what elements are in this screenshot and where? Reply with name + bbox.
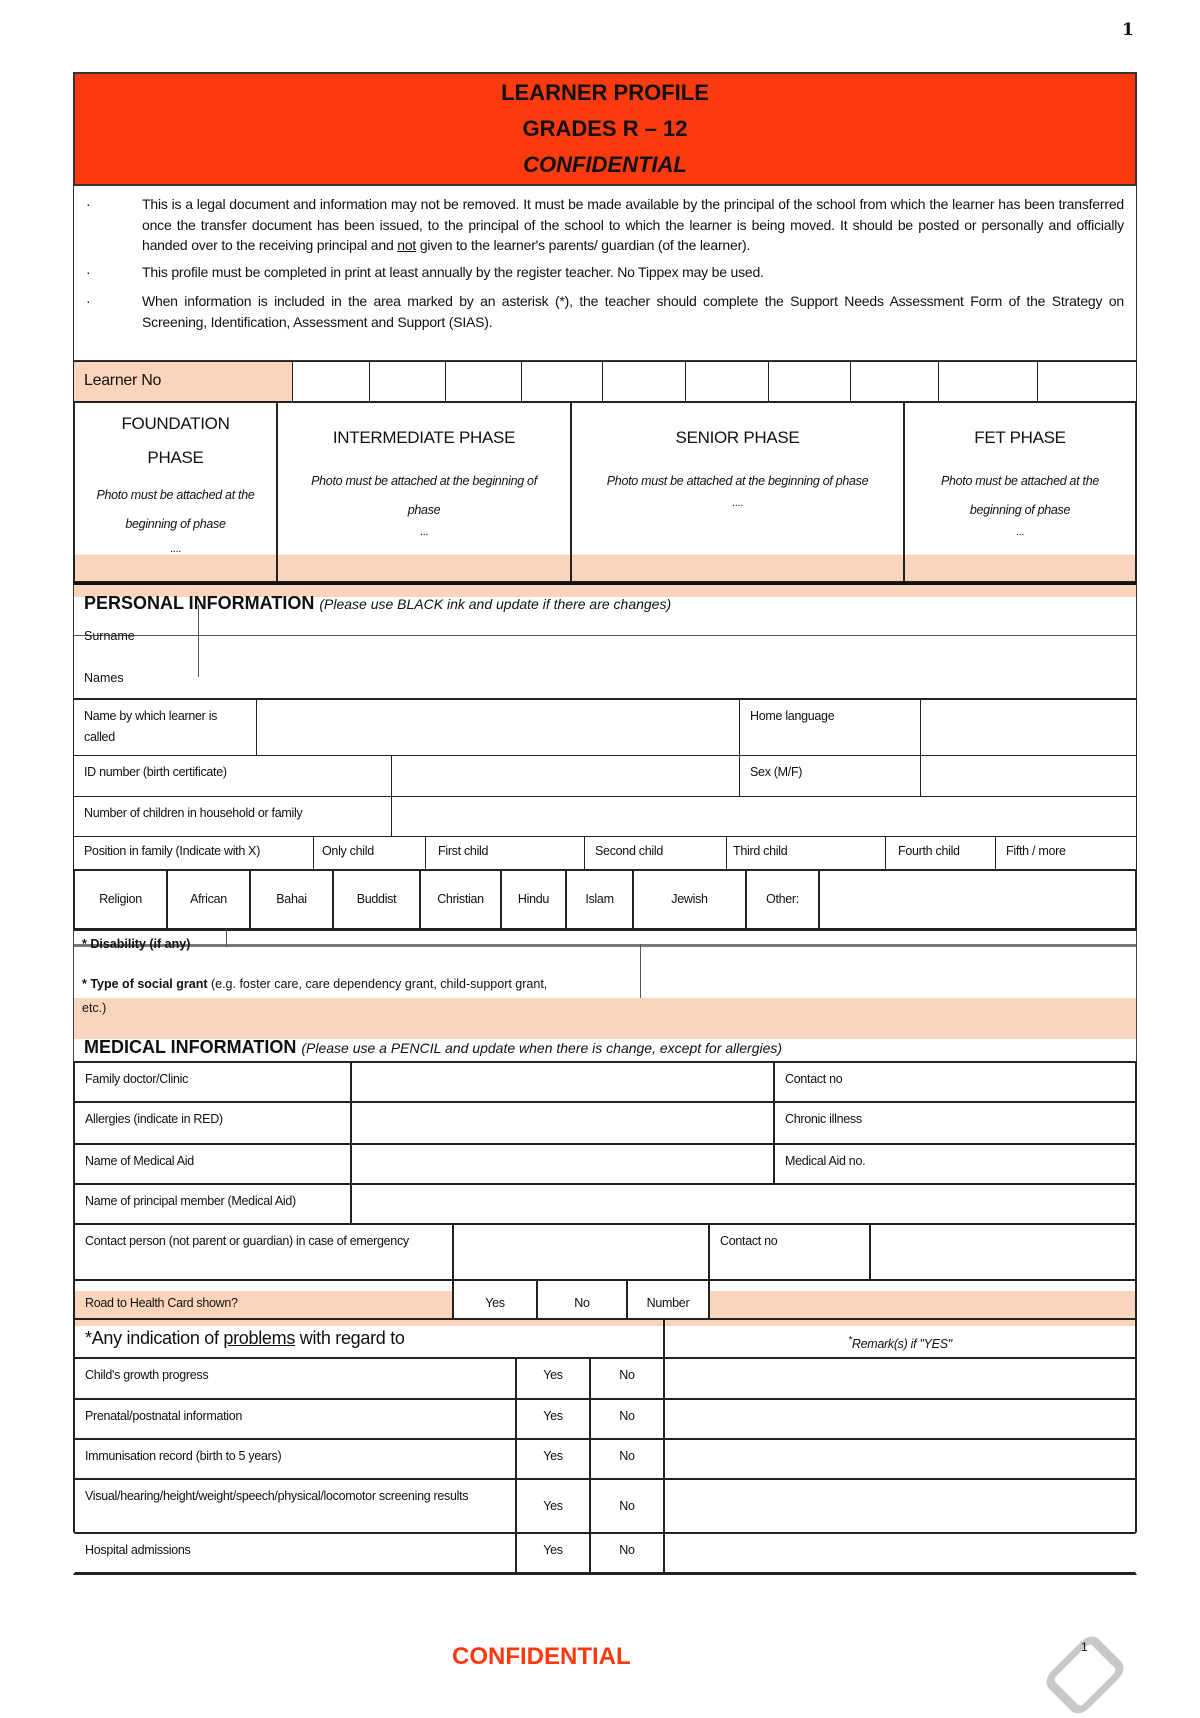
- form-header: [73, 72, 1137, 186]
- allergies-label: [73, 1101, 352, 1145]
- medical-heading: [73, 1034, 1137, 1062]
- problem-row-label: [73, 1478, 517, 1534]
- position-third-child[interactable]: [726, 836, 886, 870]
- problem-row-label: [73, 1532, 517, 1575]
- children-label: [73, 796, 392, 837]
- row-label: Child's growth progress: [85, 1368, 209, 1382]
- learner-no-box[interactable]: [768, 361, 851, 402]
- problem-remarks[interactable]: [663, 1532, 1137, 1575]
- religion-text: Religion: [99, 892, 142, 906]
- learner-no-box[interactable]: [850, 361, 939, 402]
- religion-bahai[interactable]: [249, 869, 334, 930]
- sex-field[interactable]: [920, 755, 1137, 797]
- children-text: Number of children in household or family: [84, 806, 303, 820]
- bullet: ·: [86, 196, 91, 212]
- form-title: LEARNER PROFILE: [501, 80, 709, 105]
- position-option: First child: [438, 844, 489, 858]
- children-field[interactable]: [391, 796, 1137, 837]
- position-first-child[interactable]: [425, 836, 585, 870]
- contact-no2-text: Contact no: [720, 1234, 778, 1248]
- position-fourth-child[interactable]: [885, 836, 996, 870]
- contact-person-label: [73, 1223, 454, 1281]
- phase-title: INTERMEDIATE PHASE: [332, 428, 516, 447]
- problem-no[interactable]: [589, 1398, 665, 1440]
- home-language-text: Home language: [750, 709, 835, 723]
- yes-text: Yes: [543, 1409, 563, 1423]
- position-second-child[interactable]: [584, 836, 727, 870]
- principal-text: Name of principal member (Medical Aid): [85, 1194, 296, 1208]
- religion-buddist[interactable]: [332, 869, 421, 930]
- surname-label: Surname: [84, 629, 135, 643]
- religion-other[interactable]: [745, 869, 820, 930]
- doctor-label: [73, 1061, 352, 1103]
- learner-no-box[interactable]: [445, 361, 522, 402]
- remarks-text: Remark(s) if "YES": [851, 1337, 952, 1352]
- grant-label: [82, 977, 547, 991]
- home-language-field[interactable]: [920, 699, 1137, 756]
- sex-text: Sex (M/F): [750, 765, 803, 779]
- religion-option: Bahai: [276, 892, 307, 906]
- no-text: No: [619, 1368, 635, 1382]
- no-text: No: [619, 1409, 635, 1423]
- yes-text: Yes: [543, 1449, 563, 1463]
- personal-section: [73, 582, 1137, 700]
- medical-title: MEDICAL INFORMATION: [84, 1037, 297, 1057]
- religion-option: Jewish: [671, 892, 708, 906]
- phase-title: FET PHASE: [974, 428, 1066, 447]
- road-number-field[interactable]: [708, 1279, 1137, 1320]
- problems-underline: problems: [223, 1328, 296, 1348]
- medical-subtitle: (Please use a PENCIL and update when there is change, except for allergies): [301, 1040, 783, 1056]
- yes-text: Yes: [543, 1368, 563, 1382]
- divider: [198, 605, 199, 677]
- learner-no-box[interactable]: [292, 361, 370, 402]
- problems-heading: [73, 1318, 665, 1359]
- position-option: Second child: [595, 844, 663, 858]
- learner-no-box[interactable]: [369, 361, 446, 402]
- phase-fet[interactable]: [903, 401, 1137, 583]
- footer-page-number: 1: [1081, 1640, 1088, 1654]
- chronic-field[interactable]: [773, 1101, 1137, 1145]
- doctor-text: Family doctor/Clinic: [85, 1072, 189, 1086]
- problem-no[interactable]: [589, 1478, 665, 1534]
- phase-intermediate[interactable]: [276, 401, 572, 583]
- contact-no-field[interactable]: [773, 1061, 1137, 1103]
- road-number-text: Number: [646, 1296, 690, 1310]
- row-label: Hospital admissions: [85, 1543, 191, 1557]
- problem-yes[interactable]: [515, 1478, 591, 1534]
- learner-no-box[interactable]: [685, 361, 769, 402]
- position-option: Third child: [733, 844, 788, 858]
- sex-label: [739, 755, 921, 797]
- learner-no-box[interactable]: [938, 361, 1038, 402]
- problem-no[interactable]: [589, 1532, 665, 1575]
- notes-box: [73, 186, 1137, 361]
- religion-option: African: [190, 892, 227, 906]
- problem-remarks[interactable]: [663, 1398, 1137, 1440]
- footer-confidential: CONFIDENTIAL: [452, 1643, 631, 1670]
- problems-text: with regard to: [295, 1328, 405, 1348]
- phase-dots: ...: [419, 526, 429, 538]
- road-number[interactable]: [626, 1279, 710, 1320]
- position-option: Fifth / more: [1006, 844, 1066, 858]
- phase-senior[interactable]: [570, 401, 905, 583]
- page-number: 1: [1122, 20, 1134, 40]
- disability-label: * Disability (if any): [82, 937, 191, 951]
- no-text: No: [619, 1543, 635, 1557]
- note-text: When information is included in the area marked by an asterisk (*), the teacher should complete the Support Needs Assessment Form of the Strategy on Screening, Identification, Assessment and Support (SIAS).: [142, 293, 1124, 330]
- grant-etc: etc.): [82, 1001, 107, 1015]
- problem-remarks[interactable]: [663, 1357, 1137, 1400]
- contact-no2-field[interactable]: [869, 1223, 1137, 1281]
- problem-yes[interactable]: [515, 1398, 591, 1440]
- religion-african[interactable]: [166, 869, 251, 930]
- aid-no-field[interactable]: [773, 1143, 1137, 1185]
- disability-grant-box: [73, 929, 1137, 1035]
- row-label: Prenatal/postnatal information: [85, 1409, 243, 1423]
- note-text: given to the learner's parents/ guardian (of the learner).: [416, 237, 751, 253]
- aid-name-text: Name of Medical Aid: [85, 1154, 194, 1168]
- divider: [226, 929, 227, 947]
- phase-note: Photo must be attached at the beginning of phase: [940, 474, 1100, 517]
- religion-option: Christian: [437, 892, 484, 906]
- asterisk: *: [848, 1335, 852, 1346]
- phase-title: SENIOR PHASE: [675, 428, 800, 447]
- religion-option: Islam: [585, 892, 614, 906]
- aid-no-text: Medical Aid no.: [785, 1154, 866, 1168]
- phase-note: Photo must be attached at the beginning of phase: [606, 474, 869, 488]
- religion-hindu[interactable]: [500, 869, 567, 930]
- id-number-text: ID number (birth certificate): [84, 765, 227, 779]
- doctor-field[interactable]: [350, 1061, 775, 1103]
- home-language-label: [739, 699, 921, 756]
- problem-yes[interactable]: [515, 1357, 591, 1400]
- religion-islam[interactable]: [565, 869, 634, 930]
- problem-no[interactable]: [589, 1357, 665, 1400]
- phase-dots: ....: [169, 543, 182, 555]
- allergies-field[interactable]: [350, 1101, 775, 1145]
- road-yes-text: Yes: [485, 1296, 505, 1310]
- road-no[interactable]: [536, 1279, 628, 1320]
- personal-heading: [84, 593, 671, 614]
- religion-option: Buddist: [356, 892, 397, 906]
- id-number-field[interactable]: [391, 755, 740, 797]
- problem-row-label: [73, 1357, 517, 1400]
- called-text: Name by which learner is called: [84, 709, 218, 744]
- position-option: Only child: [322, 844, 374, 858]
- learner-no-box[interactable]: [521, 361, 603, 402]
- religion-jewish[interactable]: [632, 869, 747, 930]
- phase-dots: ....: [731, 497, 744, 509]
- row-label: Immunisation record (birth to 5 years): [85, 1449, 282, 1463]
- phase-title: FOUNDATION PHASE: [121, 414, 230, 467]
- called-field[interactable]: [256, 699, 740, 756]
- position-only-child[interactable]: [313, 836, 426, 870]
- position-label: [73, 836, 314, 870]
- allergies-text: Allergies (indicate in RED): [85, 1112, 223, 1126]
- principal-label: [73, 1183, 352, 1225]
- form-confidential: CONFIDENTIAL: [523, 152, 687, 177]
- contact-no-text: Contact no: [785, 1072, 843, 1086]
- contact-person-text: Contact person (not parent or guardian) in case of emergency: [85, 1234, 409, 1248]
- id-number-label: [73, 755, 392, 797]
- learner-no-label: [73, 361, 293, 402]
- grant-bold: * Type of social grant: [82, 977, 208, 991]
- problem-remarks[interactable]: [663, 1438, 1137, 1480]
- note-text: This is a legal document and information may not be removed. It must be made available by the principal of the school from which the learner has been transferred once the transfer document has been issued, to the principal of the school to which the learner is being moved. It should be posted or personally and officially handed over to the receiving principal and: [142, 196, 1124, 253]
- contact-no2-label: [708, 1223, 871, 1281]
- divider: [640, 944, 641, 998]
- problem-remarks[interactable]: [663, 1478, 1137, 1534]
- personal-subtitle: (Please use BLACK ink and update if there are changes): [319, 596, 672, 612]
- aid-name-label: [73, 1143, 352, 1185]
- chronic-text: Chronic illness: [785, 1112, 862, 1126]
- religion-christian[interactable]: [419, 869, 502, 930]
- phase-foundation[interactable]: [73, 401, 278, 583]
- form-grades: GRADES R – 12: [522, 116, 688, 141]
- names-label: Names: [84, 671, 124, 685]
- problem-yes[interactable]: [515, 1532, 591, 1575]
- aid-name-field[interactable]: [350, 1143, 775, 1185]
- no-text: No: [619, 1499, 635, 1513]
- learner-no-box[interactable]: [602, 361, 686, 402]
- yes-text: Yes: [543, 1543, 563, 1557]
- position-option: Fourth child: [898, 844, 960, 858]
- learner-no-text: Learner No: [84, 372, 162, 389]
- religion-option: Other:: [766, 892, 799, 906]
- bullet: ·: [86, 293, 91, 309]
- note-text: This profile must be completed in print at least annually by the register teacher. No Tippex may be used.: [142, 263, 764, 280]
- asterisk: *: [85, 1328, 92, 1348]
- principal-field[interactable]: [350, 1183, 1137, 1225]
- yes-text: Yes: [543, 1499, 563, 1513]
- remarks-heading: [663, 1318, 1137, 1359]
- religion-option: Hindu: [517, 892, 550, 906]
- problem-row-label: [73, 1438, 517, 1480]
- phase-note: Photo must be attached at the beginning of phase: [96, 488, 255, 531]
- problems-text: Any indication of: [91, 1328, 224, 1348]
- phase-note: Photo must be attached at the beginning of phase: [311, 474, 537, 517]
- problem-row-label: [73, 1398, 517, 1440]
- personal-title: PERSONAL INFORMATION: [84, 593, 315, 613]
- phase-dots: ...: [1015, 526, 1025, 538]
- note-underline: not: [397, 237, 417, 253]
- road-text: Road to Health Card shown?: [85, 1296, 238, 1310]
- position-text: Position in family (Indicate with X): [84, 844, 261, 858]
- road-yes[interactable]: [452, 1279, 538, 1320]
- called-label: [73, 699, 257, 756]
- no-text: No: [619, 1449, 635, 1463]
- road-no-text: No: [574, 1296, 590, 1310]
- bullet: ·: [86, 263, 91, 280]
- row-label: Visual/hearing/height/weight/speech/physical/locomotor screening results: [85, 1489, 469, 1503]
- problem-no[interactable]: [589, 1438, 665, 1480]
- religion-other-field[interactable]: [818, 869, 1137, 930]
- learner-no-box[interactable]: [1037, 361, 1137, 402]
- problem-yes[interactable]: [515, 1438, 591, 1480]
- road-label: [73, 1279, 454, 1320]
- contact-person-field[interactable]: [452, 1223, 710, 1281]
- grant-text: (e.g. foster care, care dependency grant, child-support grant,: [207, 977, 548, 991]
- position-fifth-more[interactable]: [995, 836, 1137, 870]
- religion-label: [73, 869, 168, 930]
